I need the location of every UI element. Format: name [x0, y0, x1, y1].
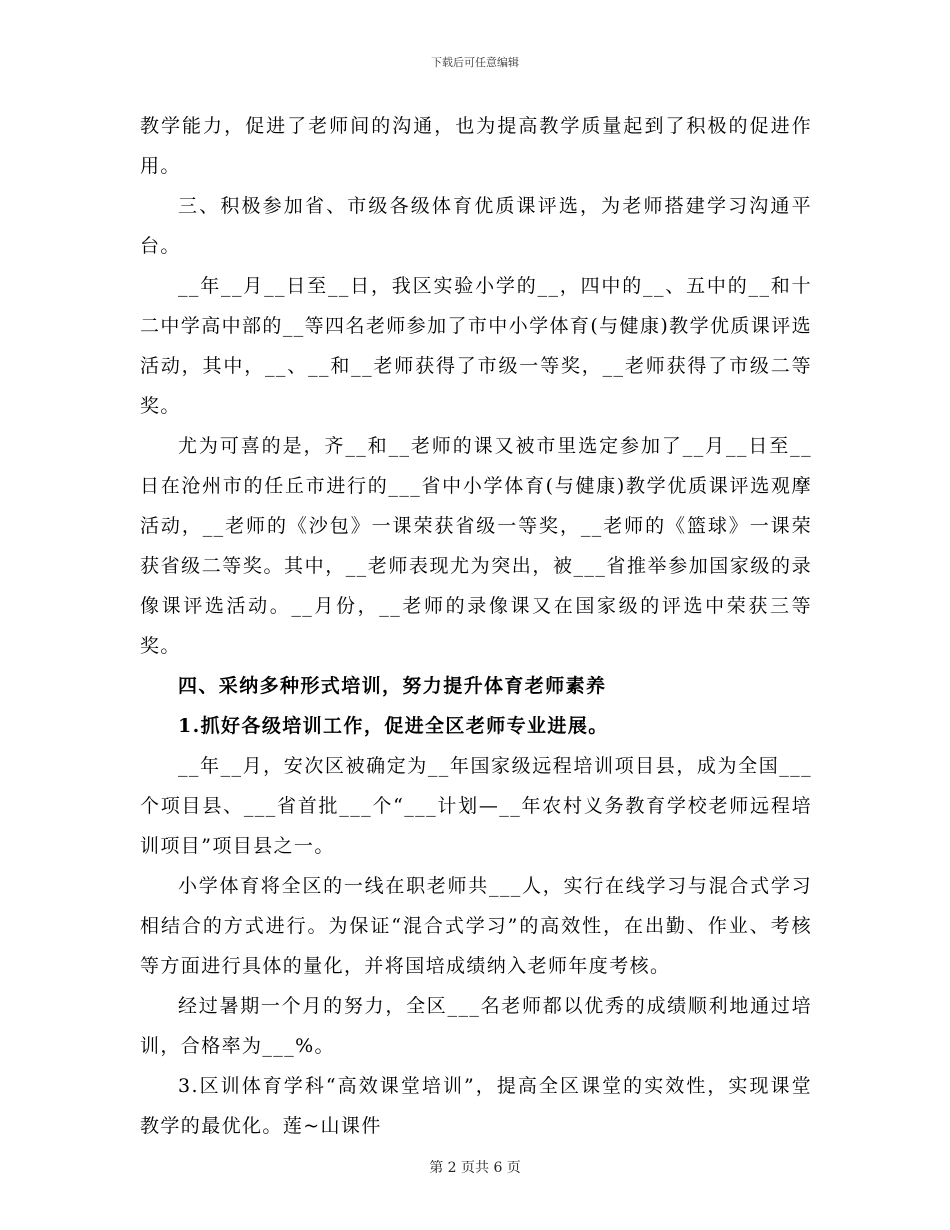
- paragraph-continuation: 教学能力，促进了老师间的沟通，也为提高教学质量起到了积极的促进作用。: [140, 115, 812, 177]
- paragraph-city-award: __年__月__日至__日，我区实验小学的__，四中的__、五中的__和十二中学高中部的__等四名老师参加了市中小学体育(与健康)教学优质课评选活动，其中，__、__和__老师获得了市级一等奖，__老师获得了市级二等奖。: [140, 275, 812, 417]
- paragraph-national-project: __年__月，安次区被确定为__年国家级远程培训项目县，成为全国___个项目县、___省首批___个“___计划—__年农村义务教育学校老师远程培训项目”项目县之一。: [140, 755, 812, 857]
- paragraph-training-result: 经过暑期一个月的努力，全区___名老师都以优秀的成绩顺利地通过培训，合格率为___%。: [140, 995, 812, 1057]
- subsection-one-heading: 1.抓好各级培训工作，促进全区老师专业进展。: [178, 715, 609, 737]
- document-body: [140, 106, 812, 1146]
- paragraph-efficient-classroom: 3.区训体育学科“高效课堂培训”，提高全区课堂的实效性，实现课堂教学的最优化。莲~山课件: [140, 1075, 812, 1137]
- paragraph-mixed-learning: 小学体育将全区的一线在职老师共___人，实行在线学习与混合式学习相结合的方式进行。为保证“混合式学习”的高效性，在出勤、作业、考核等方面进行具体的量化，并将国培成绩纳入老师年度考核。: [140, 875, 812, 977]
- page-header: 下载后可任意编辑: [431, 56, 519, 69]
- paragraph-province-award: 尤为可喜的是，齐__和__老师的课又被市里选定参加了__月__日至__日在沧州市的任丘市进行的___省中小学体育(与健康)教学优质课评选观摩活动，__老师的《沙包》一课荣获省级一等奖，__老师的《篮球》一课荣获省级二等奖。其中，__老师表现尤为突出，被___省推举参加国家级的录像课评选活动。__月份，__老师的录像课又在国家级的评选中荣获三等奖。: [140, 435, 812, 657]
- section-three-paragraph: 三、积极参加省、市级各级体育优质课评选，为老师搭建学习沟通平台。: [140, 195, 812, 257]
- section-four-heading: 四、采纳多种形式培训，努力提升体育老师素养: [178, 675, 607, 697]
- page-footer: 第 2 页共 6 页: [429, 1160, 521, 1176]
